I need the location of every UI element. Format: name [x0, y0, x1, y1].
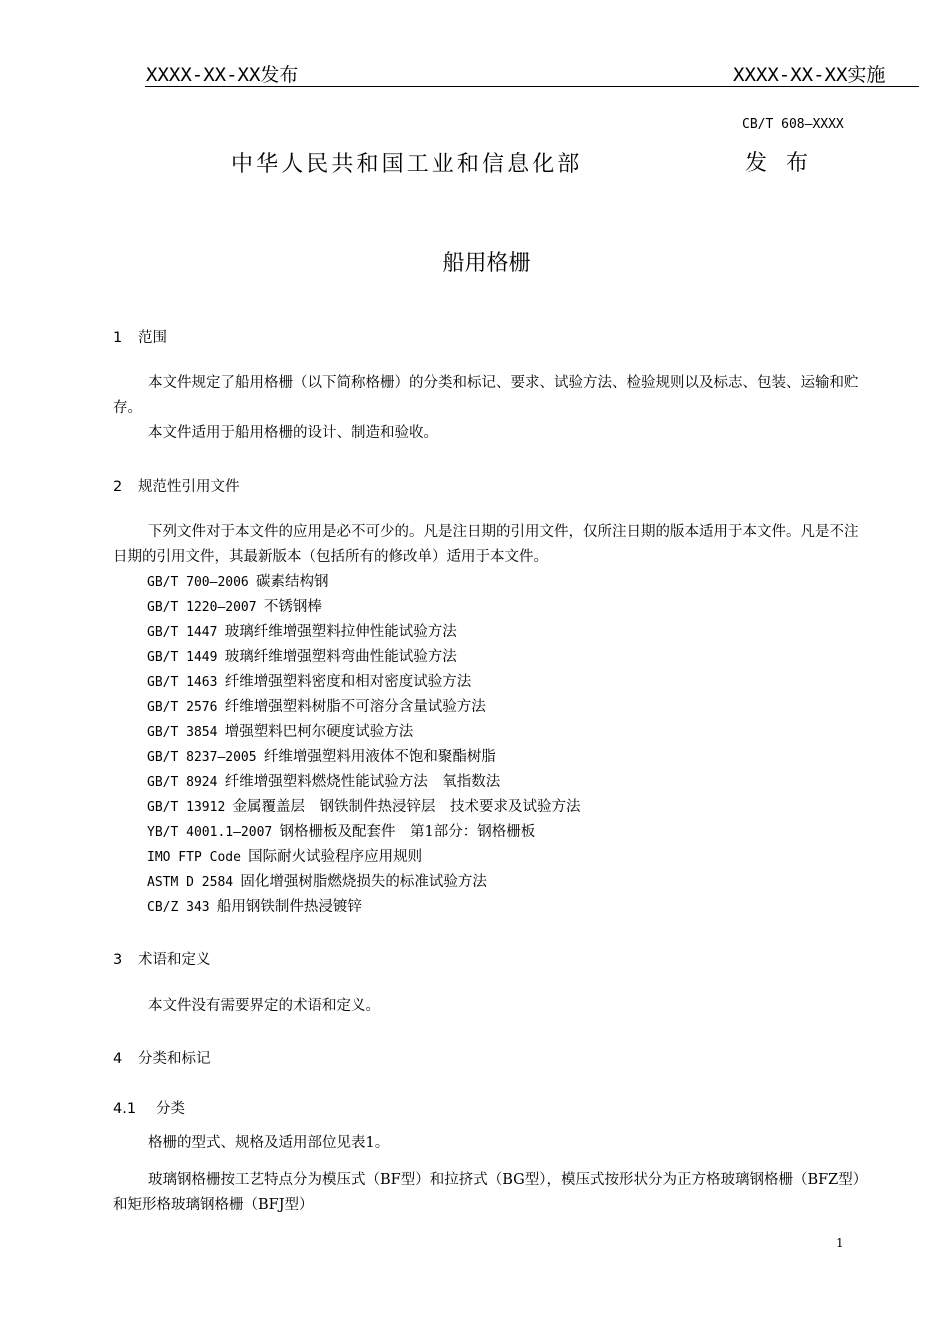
header-divider — [145, 86, 919, 87]
reference-title: 纤维增强塑料树脂不可溶分含量试验方法 — [224, 699, 486, 715]
reference-item — [147, 695, 486, 720]
reference-item — [147, 745, 496, 770]
reference-code: GB/T 1449 — [147, 650, 218, 665]
issue-word: 发 布 — [745, 151, 814, 176]
reference-item — [147, 870, 487, 895]
reference-item — [147, 795, 581, 820]
reference-code: GB/T 8924 — [147, 775, 218, 790]
reference-title: 不锈钢棒 — [263, 599, 322, 615]
reference-title: 增强塑料巴柯尔硬度试验方法 — [224, 724, 414, 740]
reference-title: 固化增强树脂燃烧损失的标准试验方法 — [240, 874, 487, 890]
section-heading-normative-references — [113, 475, 240, 496]
page-number: 1 — [836, 1236, 844, 1250]
reference-title: 纤维增强塑料密度和相对密度试验方法 — [224, 674, 472, 690]
subsection-title: 分类 — [156, 1101, 185, 1117]
reference-code: GB/T 3854 — [147, 725, 218, 740]
section-number: 4 — [113, 1051, 123, 1067]
reference-title: 金属覆盖层 钢铁制件热浸锌层 技术要求及试验方法 — [232, 799, 581, 815]
subsection-heading-classification — [113, 1097, 185, 1118]
reference-item — [147, 720, 413, 745]
references-intro-paragraph: 下列文件对于本文件的应用是必不可少的。凡是注日期的引用文件，仅所注日期的版本适用于本文件。凡是不注日期的引用文件，其最新版本（包括所有的修改单）适用于本文件。 — [113, 524, 859, 565]
reference-item — [147, 770, 500, 795]
section-title: 规范性引用文件 — [138, 479, 240, 495]
issuing-authority: 中华人民共和国工业和信息化部 — [231, 152, 583, 177]
reference-item — [147, 645, 457, 670]
reference-title: 国际耐火试验程序应用规则 — [248, 849, 423, 865]
reference-title: 纤维增强塑料用液体不饱和聚酯树脂 — [263, 749, 496, 765]
reference-code: GB/T 1447 — [147, 625, 218, 640]
publish-date: XXXX-XX-XX发布 — [146, 64, 299, 86]
reference-code: CB/Z 343 — [147, 900, 210, 915]
reference-title: 碳素结构钢 — [256, 574, 329, 590]
reference-title: 船用钢铁制件热浸镀锌 — [216, 899, 362, 915]
reference-item — [147, 895, 362, 920]
terms-paragraph: 本文件没有需要界定的术语和定义。 — [148, 998, 380, 1014]
reference-code: GB/T 1463 — [147, 675, 218, 690]
reference-item — [147, 620, 457, 645]
section-title: 范围 — [138, 330, 167, 346]
section-title: 分类和标记 — [138, 1051, 211, 1067]
section-heading-scope — [113, 326, 167, 347]
section-number: 2 — [113, 479, 123, 495]
reference-code: ASTM D 2584 — [147, 875, 234, 890]
reference-item — [147, 820, 535, 845]
classification-paragraph-1: 格栅的型式、规格及适用部位见表1。 — [148, 1135, 390, 1151]
reference-code: GB/T 700—2006 — [147, 575, 249, 590]
reference-code: IMO FTP Code — [147, 850, 241, 865]
reference-item — [147, 595, 322, 620]
section-number: 1 — [113, 330, 123, 346]
reference-code: GB/T 8237—2005 — [147, 750, 257, 765]
reference-item — [147, 670, 471, 695]
section-number: 3 — [113, 952, 123, 968]
reference-title: 玻璃纤维增强塑料拉伸性能试验方法 — [224, 624, 457, 640]
scope-paragraph-1: 本文件规定了船用格栅（以下简称格栅）的分类和标记、要求、试验方法、检验规则以及标志、包装、运输和贮存。 — [113, 375, 859, 416]
reference-item — [147, 845, 422, 870]
classification-paragraph-2: 玻璃钢格栅按工艺特点分为模压式（BF型）和拉挤式（BG型），模压式按形状分为正方格玻璃钢格栅（BFZ型）和矩形格玻璃钢格栅（BFJ型） — [113, 1172, 861, 1213]
scope-paragraph-2: 本文件适用于船用格栅的设计、制造和验收。 — [148, 425, 438, 441]
section-heading-terms — [113, 948, 211, 969]
section-heading-classification — [113, 1047, 211, 1068]
implementation-date: XXXX-XX-XX实施 — [733, 64, 886, 86]
reference-code: GB/T 2576 — [147, 700, 218, 715]
document-title: 船用格栅 — [442, 251, 531, 276]
reference-title: 钢格栅板及配套件 第1部分：钢格栅板 — [279, 824, 536, 840]
reference-code: YB/T 4001.1—2007 — [147, 825, 273, 840]
reference-item — [147, 570, 329, 595]
reference-title: 纤维增强塑料燃烧性能试验方法 氧指数法 — [224, 774, 501, 790]
reference-title: 玻璃纤维增强塑料弯曲性能试验方法 — [224, 649, 457, 665]
subsection-number: 4.1 — [113, 1101, 137, 1117]
reference-code: GB/T 13912 — [147, 800, 226, 815]
reference-code: GB/T 1220—2007 — [147, 600, 257, 615]
section-title: 术语和定义 — [138, 952, 211, 968]
document-number: CB/T 608—XXXX — [742, 117, 844, 132]
